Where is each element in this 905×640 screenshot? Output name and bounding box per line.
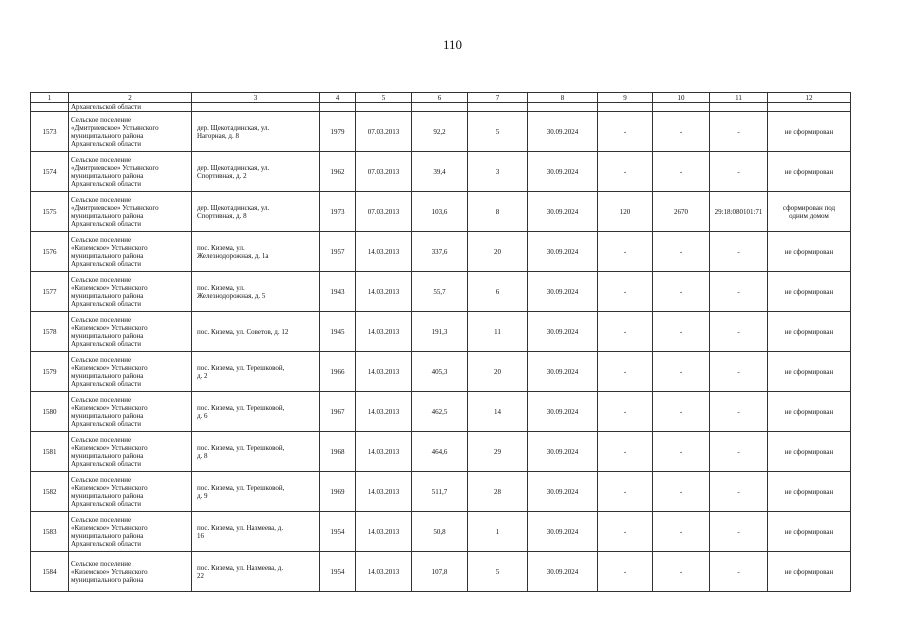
recognition-date-cell: 14.03.2013: [356, 512, 412, 552]
cadastral-number-cell: 29:18:080101:71: [710, 192, 768, 232]
land-plot-status-cell: [768, 152, 851, 192]
municipality-cell: [69, 352, 192, 392]
column-number: 4: [320, 93, 356, 103]
address-cell-line: д. 2: [197, 371, 208, 380]
address-cell-line: д. 8: [197, 451, 208, 460]
address-cell-line: 16: [197, 531, 204, 540]
recognition-date-cell: 14.03.2013: [356, 352, 412, 392]
address-cell: [192, 352, 320, 392]
table-row: [31, 272, 851, 312]
address-cell-line: Спортивная, д. 8: [197, 211, 247, 220]
municipality-cell: [69, 512, 192, 552]
column-10-cell: -: [653, 432, 710, 472]
land-plot-status-cell-line: не сформирован: [784, 367, 834, 376]
recognition-date-cell: 07.03.2013: [356, 152, 412, 192]
municipality-cell-line: «Киземское» Устьянского: [71, 283, 148, 292]
row-number: 1582: [31, 472, 69, 512]
resettlement-date-cell: 30.09.2024: [528, 312, 598, 352]
column-10-cell: -: [653, 392, 710, 432]
residents-cell: 1: [468, 512, 528, 552]
resettlement-date-cell: 30.09.2024: [528, 232, 598, 272]
column-9-cell: -: [598, 232, 653, 272]
municipality-cell-line: муниципального района: [71, 211, 144, 220]
area-cell: 39,4: [412, 152, 468, 192]
recognition-date-cell: 14.03.2013: [356, 272, 412, 312]
column-10-cell: -: [653, 512, 710, 552]
residents-cell: 8: [468, 192, 528, 232]
municipality-cell: [69, 192, 192, 232]
address-cell: [192, 272, 320, 312]
column-9-cell: -: [598, 392, 653, 432]
area-cell: 92,2: [412, 112, 468, 152]
column-number: 6: [412, 93, 468, 103]
land-plot-status-cell: [768, 352, 851, 392]
column-9-cell: 120: [598, 192, 653, 232]
municipality-cell-line: «Киземское» Устьянского: [71, 567, 148, 576]
table-row: [31, 392, 851, 432]
address-cell: [192, 112, 320, 152]
resettlement-date-cell: 30.09.2024: [528, 552, 598, 592]
column-9-cell: -: [598, 312, 653, 352]
resettlement-date-cell: 30.09.2024: [528, 472, 598, 512]
address-cell-line: пос. Кизема, ул. Терешковой,: [197, 443, 285, 452]
land-plot-status-cell-line: не сформирован: [784, 527, 834, 536]
municipality-cell-line: муниципального района: [71, 411, 144, 420]
municipality-cell-line: Архангельской области: [71, 179, 141, 188]
municipality-cell: [69, 472, 192, 512]
row-number: 1573: [31, 112, 69, 152]
table-row: [31, 432, 851, 472]
cadastral-number-cell: -: [710, 432, 768, 472]
residents-cell: 5: [468, 112, 528, 152]
residents-cell: 20: [468, 352, 528, 392]
column-number: 2: [69, 93, 192, 103]
column-10-cell: -: [653, 272, 710, 312]
residents-cell: 6: [468, 272, 528, 312]
row-number: 1578: [31, 312, 69, 352]
column-number: 11: [710, 93, 768, 103]
year-built-cell: 1945: [320, 312, 356, 352]
address-cell-line: Нагорная, д. 8: [197, 131, 239, 140]
address-cell: [192, 552, 320, 592]
address-cell-line: д. 6: [197, 411, 208, 420]
area-cell: 107,8: [412, 552, 468, 592]
residents-cell: 5: [468, 552, 528, 592]
municipality-cell: [69, 392, 192, 432]
table-row: [31, 232, 851, 272]
address-cell-line: Железнодорожная, д. 1а: [197, 251, 269, 260]
area-cell: 337,6: [412, 232, 468, 272]
address-cell-line: пос. Кизема, ул. Советов, д. 12: [197, 327, 289, 336]
cadastral-number-cell: -: [710, 312, 768, 352]
address-cell-line: Спортивная, д. 2: [197, 171, 247, 180]
column-number: 12: [768, 93, 851, 103]
land-plot-status-cell: [768, 512, 851, 552]
land-plot-status-cell: [768, 432, 851, 472]
column-10-cell: -: [653, 352, 710, 392]
municipality-cell-line: муниципального района: [71, 251, 144, 260]
table-row: [31, 552, 851, 592]
address-cell-line: дер. Щекотадинская, ул.: [197, 163, 270, 172]
column-number-row: [31, 93, 851, 103]
municipality-cell-line: Архангельской области: [71, 459, 141, 468]
municipality-cell-line: муниципального района: [71, 491, 144, 500]
year-built-cell: 1973: [320, 192, 356, 232]
land-plot-status-cell: [768, 472, 851, 512]
housing-register-table: [30, 92, 851, 592]
table-row: [31, 152, 851, 192]
resettlement-date-cell: 30.09.2024: [528, 272, 598, 312]
address-cell-line: дер. Щекотадинская, ул.: [197, 203, 270, 212]
residents-cell: 14: [468, 392, 528, 432]
address-cell-line: пос. Кизема, ул. Терешковой,: [197, 483, 285, 492]
column-number: 5: [356, 93, 412, 103]
land-plot-status-cell-line: не сформирован: [784, 287, 834, 296]
column-9-cell: -: [598, 352, 653, 392]
address-cell-line: д. 9: [197, 491, 208, 500]
column-10-cell: -: [653, 552, 710, 592]
municipality-cell-line: «Киземское» Устьянского: [71, 483, 148, 492]
table-row: [31, 512, 851, 552]
continuation-text: Архангельской области: [69, 103, 192, 112]
municipality-cell-line: Архангельской области: [71, 339, 141, 348]
recognition-date-cell: 14.03.2013: [356, 312, 412, 352]
land-plot-status-cell-line: не сформирован: [784, 567, 834, 576]
land-plot-status-cell: [768, 312, 851, 352]
row-number: 1576: [31, 232, 69, 272]
row-number: 1574: [31, 152, 69, 192]
row-number: 1575: [31, 192, 69, 232]
land-plot-status-cell-line: не сформирован: [784, 167, 834, 176]
residents-cell: 11: [468, 312, 528, 352]
cadastral-number-cell: -: [710, 232, 768, 272]
residents-cell: 28: [468, 472, 528, 512]
row-number: 1579: [31, 352, 69, 392]
address-cell: [192, 312, 320, 352]
municipality-cell-line: муниципального района: [71, 451, 144, 460]
land-plot-status-cell-line: не сформирован: [784, 327, 834, 336]
residents-cell: 29: [468, 432, 528, 472]
municipality-cell-line: Сельское поселение: [71, 395, 132, 404]
year-built-cell: 1979: [320, 112, 356, 152]
residents-cell: 3: [468, 152, 528, 192]
municipality-cell-line: Сельское поселение: [71, 475, 132, 484]
column-9-cell: -: [598, 432, 653, 472]
column-10-cell: 2670: [653, 192, 710, 232]
municipality-cell: [69, 312, 192, 352]
municipality-cell-line: Архангельской области: [71, 299, 141, 308]
recognition-date-cell: 07.03.2013: [356, 192, 412, 232]
land-plot-status-cell-line: не сформирован: [784, 407, 834, 416]
municipality-cell-line: Сельское поселение: [71, 355, 132, 364]
municipality-cell-line: муниципального района: [71, 171, 144, 180]
land-plot-status-cell: [768, 232, 851, 272]
municipality-cell: [69, 272, 192, 312]
cadastral-number-cell: -: [710, 152, 768, 192]
column-9-cell: -: [598, 152, 653, 192]
row-number: 1581: [31, 432, 69, 472]
municipality-cell-line: Сельское поселение: [71, 559, 132, 568]
municipality-cell-line: «Дмитриевское» Устьянского: [71, 203, 159, 212]
resettlement-date-cell: 30.09.2024: [528, 512, 598, 552]
resettlement-date-cell: 30.09.2024: [528, 192, 598, 232]
municipality-cell-line: «Киземское» Устьянского: [71, 363, 148, 372]
continuation-row: [31, 103, 851, 112]
municipality-cell-line: Архангельской области: [71, 139, 141, 148]
column-10-cell: -: [653, 472, 710, 512]
municipality-cell-line: муниципального района: [71, 291, 144, 300]
resettlement-date-cell: 30.09.2024: [528, 352, 598, 392]
column-10-cell: -: [653, 312, 710, 352]
municipality-cell-line: Сельское поселение: [71, 115, 132, 124]
municipality-cell-line: Архангельской области: [71, 379, 141, 388]
municipality-cell: [69, 552, 192, 592]
column-10-cell: -: [653, 232, 710, 272]
year-built-cell: 1957: [320, 232, 356, 272]
area-cell: 55,7: [412, 272, 468, 312]
column-9-cell: -: [598, 552, 653, 592]
column-number: 9: [598, 93, 653, 103]
address-cell-line: пос. Кизема, ул.: [197, 283, 245, 292]
row-number: 1577: [31, 272, 69, 312]
recognition-date-cell: 14.03.2013: [356, 472, 412, 512]
column-10-cell: -: [653, 112, 710, 152]
municipality-cell-line: муниципального района: [71, 131, 144, 140]
column-9-cell: -: [598, 472, 653, 512]
residents-cell: 20: [468, 232, 528, 272]
address-cell-line: 22: [197, 571, 204, 580]
municipality-cell-line: Сельское поселение: [71, 435, 132, 444]
recognition-date-cell: 14.03.2013: [356, 552, 412, 592]
municipality-cell-line: «Киземское» Устьянского: [71, 443, 148, 452]
address-cell-line: пос. Кизема, ул. Назмеева, д.: [197, 563, 284, 572]
land-plot-status-cell-line: не сформирован: [784, 127, 834, 136]
row-number: 1580: [31, 392, 69, 432]
recognition-date-cell: 14.03.2013: [356, 432, 412, 472]
column-9-cell: -: [598, 112, 653, 152]
municipality-cell-line: муниципального района: [71, 371, 144, 380]
municipality-cell: [69, 432, 192, 472]
column-9-cell: -: [598, 272, 653, 312]
land-plot-status-cell: [768, 392, 851, 432]
year-built-cell: 1954: [320, 512, 356, 552]
column-number: 10: [653, 93, 710, 103]
resettlement-date-cell: 30.09.2024: [528, 432, 598, 472]
area-cell: 405,3: [412, 352, 468, 392]
municipality-cell-line: Сельское поселение: [71, 235, 132, 244]
land-plot-status-cell-line: одним домом: [789, 211, 829, 220]
address-cell-line: пос. Кизема, ул. Терешковой,: [197, 403, 285, 412]
recognition-date-cell: 14.03.2013: [356, 392, 412, 432]
column-9-cell: -: [598, 512, 653, 552]
year-built-cell: 1968: [320, 432, 356, 472]
year-built-cell: 1966: [320, 352, 356, 392]
municipality-cell: [69, 112, 192, 152]
address-cell: [192, 512, 320, 552]
table-row: [31, 472, 851, 512]
cadastral-number-cell: -: [710, 272, 768, 312]
area-cell: 511,7: [412, 472, 468, 512]
year-built-cell: 1943: [320, 272, 356, 312]
resettlement-date-cell: 30.09.2024: [528, 112, 598, 152]
municipality-cell-line: муниципального района: [71, 575, 144, 584]
municipality-cell-line: «Дмитриевское» Устьянского: [71, 123, 159, 132]
municipality-cell-line: Архангельской области: [71, 259, 141, 268]
area-cell: 191,3: [412, 312, 468, 352]
cadastral-number-cell: -: [710, 512, 768, 552]
cadastral-number-cell: -: [710, 552, 768, 592]
resettlement-date-cell: 30.09.2024: [528, 392, 598, 432]
municipality-cell: [69, 232, 192, 272]
year-built-cell: 1969: [320, 472, 356, 512]
area-cell: 464,6: [412, 432, 468, 472]
cadastral-number-cell: -: [710, 392, 768, 432]
page-number: 110: [442, 37, 463, 52]
address-cell-line: Железнодорожная, д. 5: [197, 291, 266, 300]
land-plot-status-cell-line: сформирован под: [782, 203, 836, 212]
municipality-cell-line: муниципального района: [71, 531, 144, 540]
table-row: [31, 312, 851, 352]
table-row: [31, 352, 851, 392]
year-built-cell: 1967: [320, 392, 356, 432]
cadastral-number-cell: -: [710, 352, 768, 392]
municipality-cell-line: «Киземское» Устьянского: [71, 243, 148, 252]
column-number: 3: [192, 93, 320, 103]
municipality-cell-line: муниципального района: [71, 331, 144, 340]
municipality-cell-line: Сельское поселение: [71, 315, 132, 324]
cadastral-number-cell: -: [710, 472, 768, 512]
municipality-cell-line: «Дмитриевское» Устьянского: [71, 163, 159, 172]
municipality-cell-line: «Киземское» Устьянского: [71, 523, 148, 532]
address-cell-line: пос. Кизема, ул. Терешковой,: [197, 363, 285, 372]
area-cell: 103,6: [412, 192, 468, 232]
municipality-cell-line: Сельское поселение: [71, 515, 132, 524]
municipality-cell-line: Сельское поселение: [71, 275, 132, 284]
address-cell: [192, 232, 320, 272]
municipality-cell-line: Архангельской области: [71, 539, 141, 548]
cadastral-number-cell: -: [710, 112, 768, 152]
address-cell-line: пос. Кизема, ул.: [197, 243, 245, 252]
municipality-cell-line: Сельское поселение: [71, 195, 132, 204]
column-number: 1: [31, 93, 69, 103]
municipality-cell-line: Архангельской области: [71, 419, 141, 428]
municipality-cell-line: Архангельской области: [71, 499, 141, 508]
municipality-cell-line: «Киземское» Устьянского: [71, 403, 148, 412]
row-number: 1583: [31, 512, 69, 552]
land-plot-status-cell: [768, 192, 851, 232]
column-10-cell: -: [653, 152, 710, 192]
recognition-date-cell: 07.03.2013: [356, 112, 412, 152]
land-plot-status-cell-line: не сформирован: [784, 447, 834, 456]
area-cell: 50,8: [412, 512, 468, 552]
recognition-date-cell: 14.03.2013: [356, 232, 412, 272]
column-number: 8: [528, 93, 598, 103]
table-row: [31, 192, 851, 232]
address-cell: [192, 472, 320, 512]
municipality-cell-line: «Киземское» Устьянского: [71, 323, 148, 332]
address-cell-line: пос. Кизема, ул. Назмеева, д.: [197, 523, 284, 532]
land-plot-status-cell: [768, 272, 851, 312]
municipality-cell-line: Сельское поселение: [71, 155, 132, 164]
land-plot-status-cell: [768, 112, 851, 152]
area-cell: 462,5: [412, 392, 468, 432]
address-cell: [192, 152, 320, 192]
resettlement-date-cell: 30.09.2024: [528, 152, 598, 192]
address-cell: [192, 192, 320, 232]
table-row: [31, 112, 851, 152]
land-plot-status-cell-line: не сформирован: [784, 247, 834, 256]
municipality-cell-line: Архангельской области: [71, 219, 141, 228]
municipality-cell: [69, 152, 192, 192]
row-number: 1584: [31, 552, 69, 592]
address-cell-line: дер. Щекотадинская, ул.: [197, 123, 270, 132]
land-plot-status-cell: [768, 552, 851, 592]
land-plot-status-cell-line: не сформирован: [784, 487, 834, 496]
column-number: 7: [468, 93, 528, 103]
address-cell: [192, 392, 320, 432]
year-built-cell: 1954: [320, 552, 356, 592]
address-cell: [192, 432, 320, 472]
year-built-cell: 1962: [320, 152, 356, 192]
